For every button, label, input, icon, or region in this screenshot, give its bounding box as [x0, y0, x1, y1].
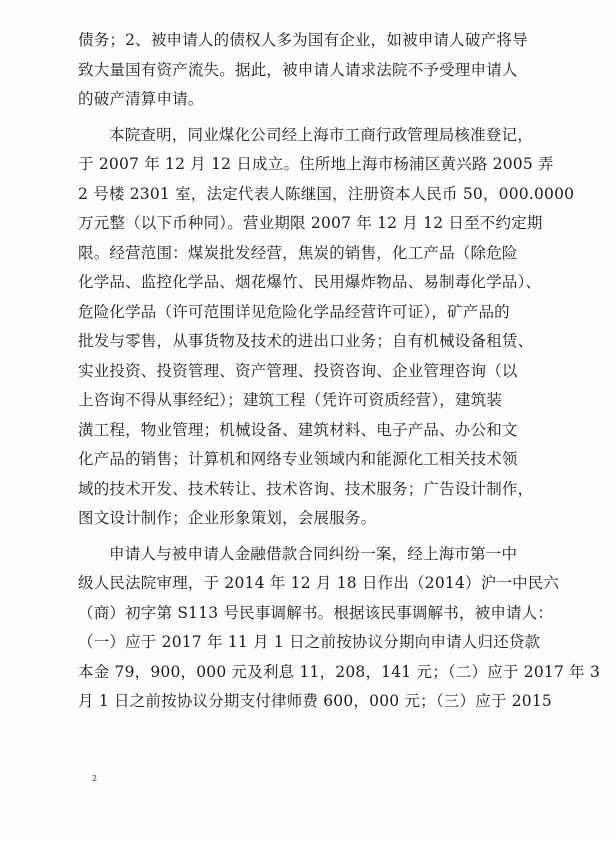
- text-line: （一）应于 2017 年 11 月 1 日之前按协议分期向申请人归还贷款: [78, 633, 541, 651]
- text-line: 万元整（以下币种同）。营业期限 2007 年 12 月 12 日至不约定期: [78, 214, 543, 232]
- text-line: 致大量国有资产流失。据此，被申请人请求法院不予受理申请人: [78, 60, 518, 79]
- text-line: 域的技术开发、技术转让、技术咨询、技术服务；广告设计制作，: [78, 479, 534, 498]
- paragraph-start-line: 申请人与被申请人金融借款合同纠纷一案，经上海市第一中: [109, 544, 518, 563]
- text-line: 批发与零售，从事货物及技术的进出口业务；自有机械设备租赁、: [78, 332, 534, 350]
- document-body: [78, 26, 601, 717]
- text-line: （商）初字第 S113 号民事调解书。根据该民事调解书，被申请人：: [78, 603, 554, 622]
- text-line: 化学品、监控化学品、烟花爆竹、民用爆炸物品、易制毒化学品）、: [78, 273, 542, 291]
- paragraph-start-line: 本院查明，同业煤化公司经上海市工商行政管理局核准登记，: [109, 125, 533, 144]
- text-line: 的破产清算申请。: [78, 90, 204, 108]
- text-line: 潢工程，物业管理；机械设备、建筑材料、电子产品、办公和文: [78, 420, 518, 439]
- text-line: 债务；2、被申请人的债权人多为国有企业，如被申请人破产将导: [78, 31, 528, 49]
- text-line: 上咨询不得从事经纪）；建筑工程（凭许可资质经营），建筑装: [78, 391, 503, 409]
- text-line: 限。经营范围：煤炭批发经营，焦炭的销售，化工产品（除危险: [78, 243, 518, 262]
- text-line: 月 1 日之前按协议分期支付律师费 600，000 元；（三）应于 2015: [78, 692, 552, 710]
- text-line: 图文设计制作；企业形象策划，会展服务。: [78, 509, 377, 527]
- text-line: 危险化学品（许可范围详见危险化学品经营许可证），矿产品的: [78, 302, 510, 321]
- text-line: 化产品的销售；计算机和网络专业领域内和能源化工相关技术领: [78, 450, 518, 468]
- text-line: 实业投资、投资管理、资产管理、投资咨询、企业管理咨询（以: [78, 361, 518, 380]
- text-line: 级人民法院审理，于 2014 年 12 月 18 日作出（2014）沪一中民六: [78, 574, 560, 592]
- text-line: 于 2007 年 12 月 12 日成立。住所地上海市杨浦区黄兴路 2005 弄: [78, 155, 554, 173]
- text-line: 2 号楼 2301 室，法定代表人陈继国，注册资本人民币 50，000.0000: [78, 184, 575, 203]
- page-number: 2: [92, 774, 98, 783]
- text-line: 本金 79，900，000 元及利息 11，208，141 元；（二）应于 2017 年 3: [78, 662, 601, 681]
